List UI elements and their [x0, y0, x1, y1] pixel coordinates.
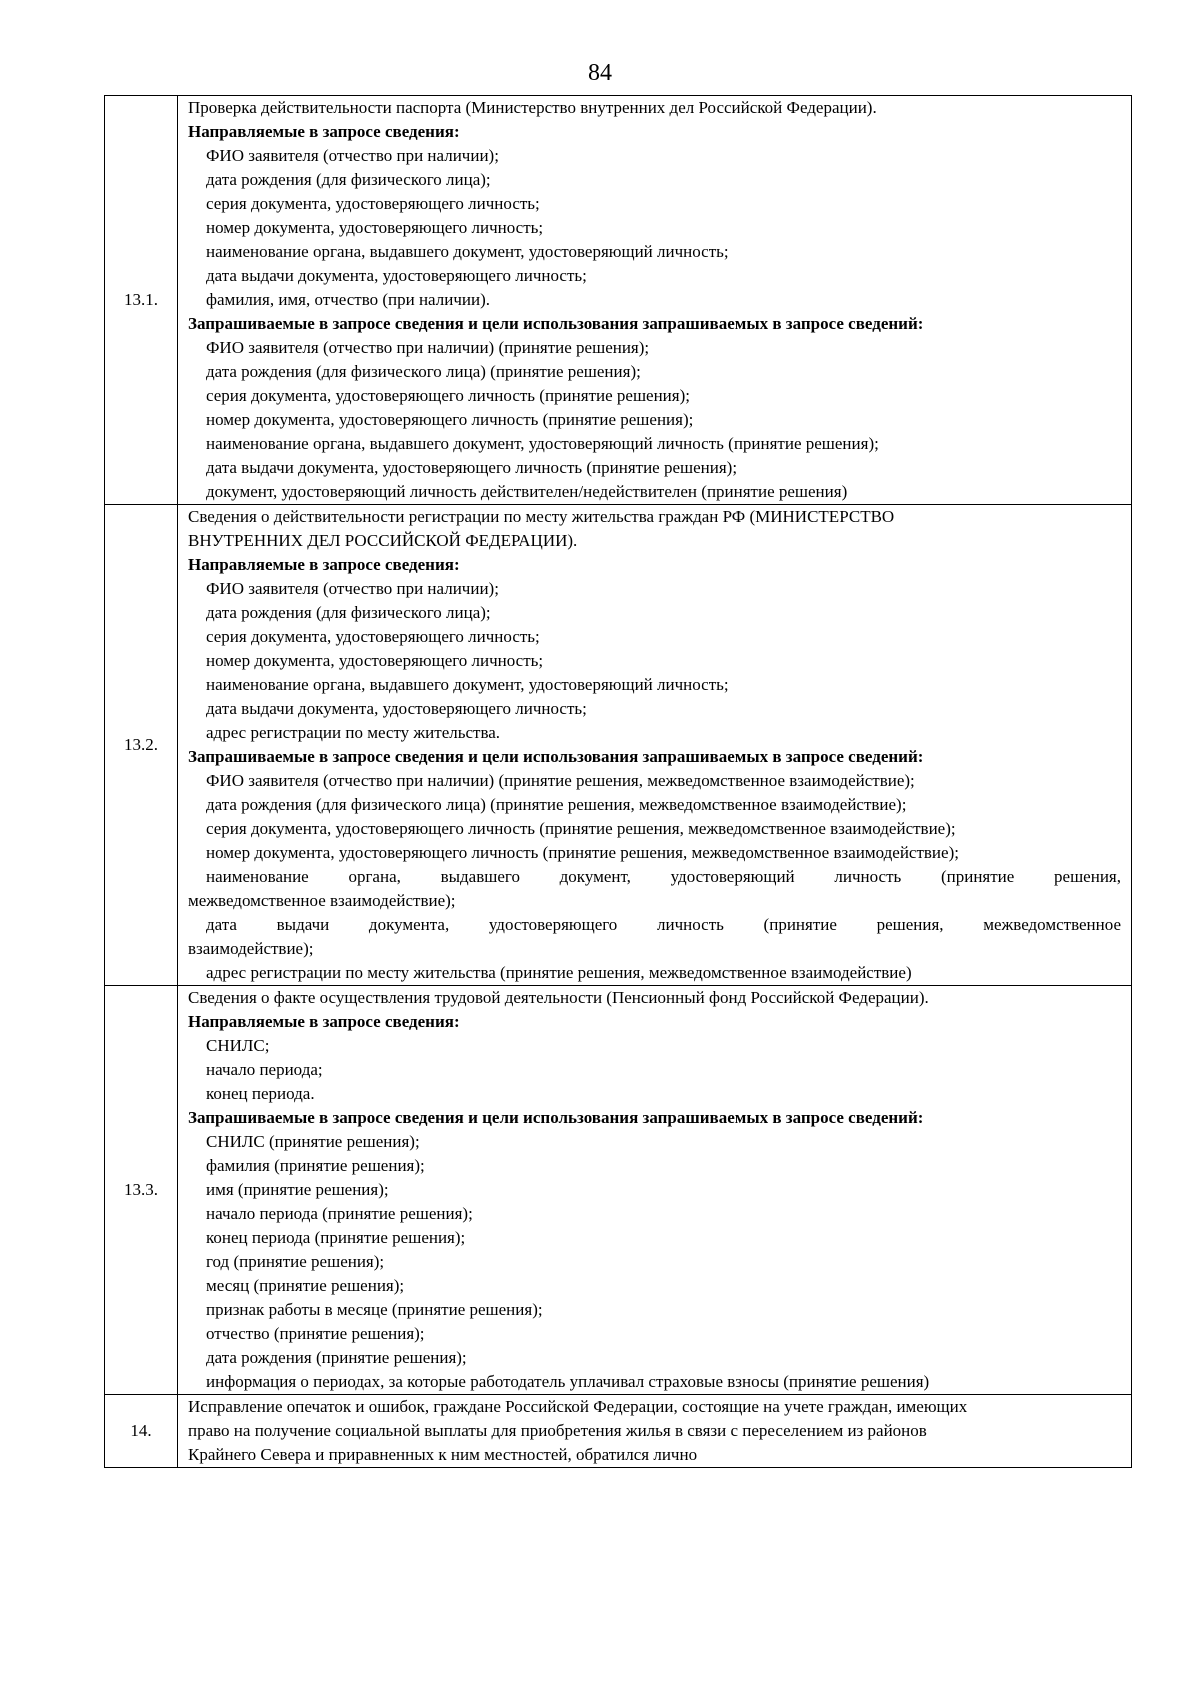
content-line: ВНУТРЕННИХ ДЕЛ РОССИЙСКОЙ ФЕДЕРАЦИИ).	[188, 531, 578, 550]
content-line: Крайнего Севера и приравненных к ним местностей, обратился лично	[188, 1445, 698, 1464]
content-line: номер документа, удостоверяющего личность (принятие решения, межведомственное взаимодействие);	[206, 843, 959, 862]
section-heading: Направляемые в запросе сведения:	[188, 1012, 460, 1031]
row-content	[178, 96, 1132, 505]
content-line: отчество (принятие решения);	[206, 1324, 425, 1343]
content-line: месяц (принятие решения);	[206, 1276, 405, 1295]
content-line: адрес регистрации по месту жительства.	[206, 723, 501, 742]
row-content	[178, 986, 1132, 1395]
content-line: документ, удостоверяющий личность действителен/недействителен (принятие решения)	[206, 482, 848, 501]
content-line: Исправление опечаток и ошибок, граждане Российской Федерации, состоящие на учете граждан, имеющих	[188, 1397, 968, 1416]
content-line: взаимодействие);	[188, 939, 314, 958]
content-line: Сведения о действительности регистрации по месту жительства граждан РФ (МИНИСТЕРСТВО	[188, 507, 895, 526]
table-row	[105, 96, 1132, 505]
content-line: ФИО заявителя (отчество при наличии);	[206, 146, 499, 165]
table-row	[105, 1395, 1132, 1468]
content-line: СНИЛС;	[206, 1036, 270, 1055]
content-line: Проверка действительности паспорта (Министерство внутренних дел Российской Федерации).	[188, 98, 877, 117]
content-line: информация о периодах, за которые работодатель уплачивал страховые взносы (принятие решения)	[206, 1372, 930, 1391]
content-line: фамилия, имя, отчество (при наличии).	[206, 290, 490, 309]
content-line: наименование органа, выдавшего документ, удостоверяющий личность;	[206, 675, 729, 694]
content-line: дата выдачи документа, удостоверяющего личность;	[206, 266, 587, 285]
section-heading: Направляемые в запросе сведения:	[188, 555, 460, 574]
content-line: конец периода.	[206, 1084, 315, 1103]
content-line: наименование органа, выдавшего документ, удостоверяющий личность (принятие решения);	[206, 434, 879, 453]
section-heading: Запрашиваемые в запросе сведения и цели использования запрашиваемых в запросе сведений:	[188, 747, 924, 766]
content-line: адрес регистрации по месту жительства (принятие решения, межведомственное взаимодействие)	[206, 963, 912, 982]
row-number: 13.1.	[105, 96, 178, 505]
content-line: дата рождения (для физического лица) (принятие решения, межведомственное взаимодействие);	[206, 795, 907, 814]
content-line: серия документа, удостоверяющего личность (принятие решения, межведомственное взаимодействие);	[206, 819, 956, 838]
table-row	[105, 505, 1132, 986]
section-heading: Направляемые в запросе сведения:	[188, 122, 460, 141]
content-line: дата рождения (для физического лица) (принятие решения);	[206, 362, 641, 381]
table-row	[105, 986, 1132, 1395]
content-line: ФИО заявителя (отчество при наличии) (принятие решения);	[206, 338, 650, 357]
content-line: серия документа, удостоверяющего личность;	[206, 627, 540, 646]
content-line: наименование органа, выдавшего документ, удостоверяющий личность (принятие решения,	[206, 867, 1121, 886]
row-content	[178, 1395, 1132, 1468]
content-line: номер документа, удостоверяющего личность;	[206, 651, 544, 670]
content-line: серия документа, удостоверяющего личность;	[206, 194, 540, 213]
section-heading: Запрашиваемые в запросе сведения и цели использования запрашиваемых в запросе сведений:	[188, 1108, 924, 1127]
content-line: ФИО заявителя (отчество при наличии) (принятие решения, межведомственное взаимодействие);	[206, 771, 915, 790]
content-line: наименование органа, выдавшего документ, удостоверяющий личность;	[206, 242, 729, 261]
content-line: СНИЛС (принятие решения);	[206, 1132, 420, 1151]
content-line: фамилия (принятие решения);	[206, 1156, 425, 1175]
content-line: конец периода (принятие решения);	[206, 1228, 466, 1247]
content-line: признак работы в месяце (принятие решения);	[206, 1300, 543, 1319]
services-table-body	[105, 96, 1132, 1468]
page-number: 84	[588, 60, 612, 86]
content-line: право на получение социальной выплаты для приобретения жилья в связи с переселением из районов	[188, 1421, 927, 1440]
content-line: год (принятие решения);	[206, 1252, 385, 1271]
content-line: дата выдачи документа, удостоверяющего личность;	[206, 699, 587, 718]
content-line: дата выдачи документа, удостоверяющего личность (принятие решения);	[206, 458, 738, 477]
content-line: межведомственное взаимодействие);	[188, 891, 456, 910]
content-line: начало периода;	[206, 1060, 323, 1079]
content-line: серия документа, удостоверяющего личность (принятие решения);	[206, 386, 690, 405]
content-line: Сведения о факте осуществления трудовой деятельности (Пенсионный фонд Российской Федерации).	[188, 988, 929, 1007]
section-heading: Запрашиваемые в запросе сведения и цели использования запрашиваемых в запросе сведений:	[188, 314, 924, 333]
services-table	[104, 95, 1132, 1468]
content-line: дата рождения (для физического лица);	[206, 603, 491, 622]
row-number: 14.	[105, 1395, 178, 1468]
row-number: 13.2.	[105, 505, 178, 986]
content-line: дата выдачи документа, удостоверяющего личность (принятие решения, межведомственное	[206, 915, 1121, 934]
row-content	[178, 505, 1132, 986]
content-line: ФИО заявителя (отчество при наличии);	[206, 579, 499, 598]
content-line: номер документа, удостоверяющего личность;	[206, 218, 544, 237]
content-line: дата рождения (принятие решения);	[206, 1348, 467, 1367]
content-line: дата рождения (для физического лица);	[206, 170, 491, 189]
content-line: начало периода (принятие решения);	[206, 1204, 473, 1223]
row-number: 13.3.	[105, 986, 178, 1395]
content-line: имя (принятие решения);	[206, 1180, 389, 1199]
content-line: номер документа, удостоверяющего личность (принятие решения);	[206, 410, 694, 429]
